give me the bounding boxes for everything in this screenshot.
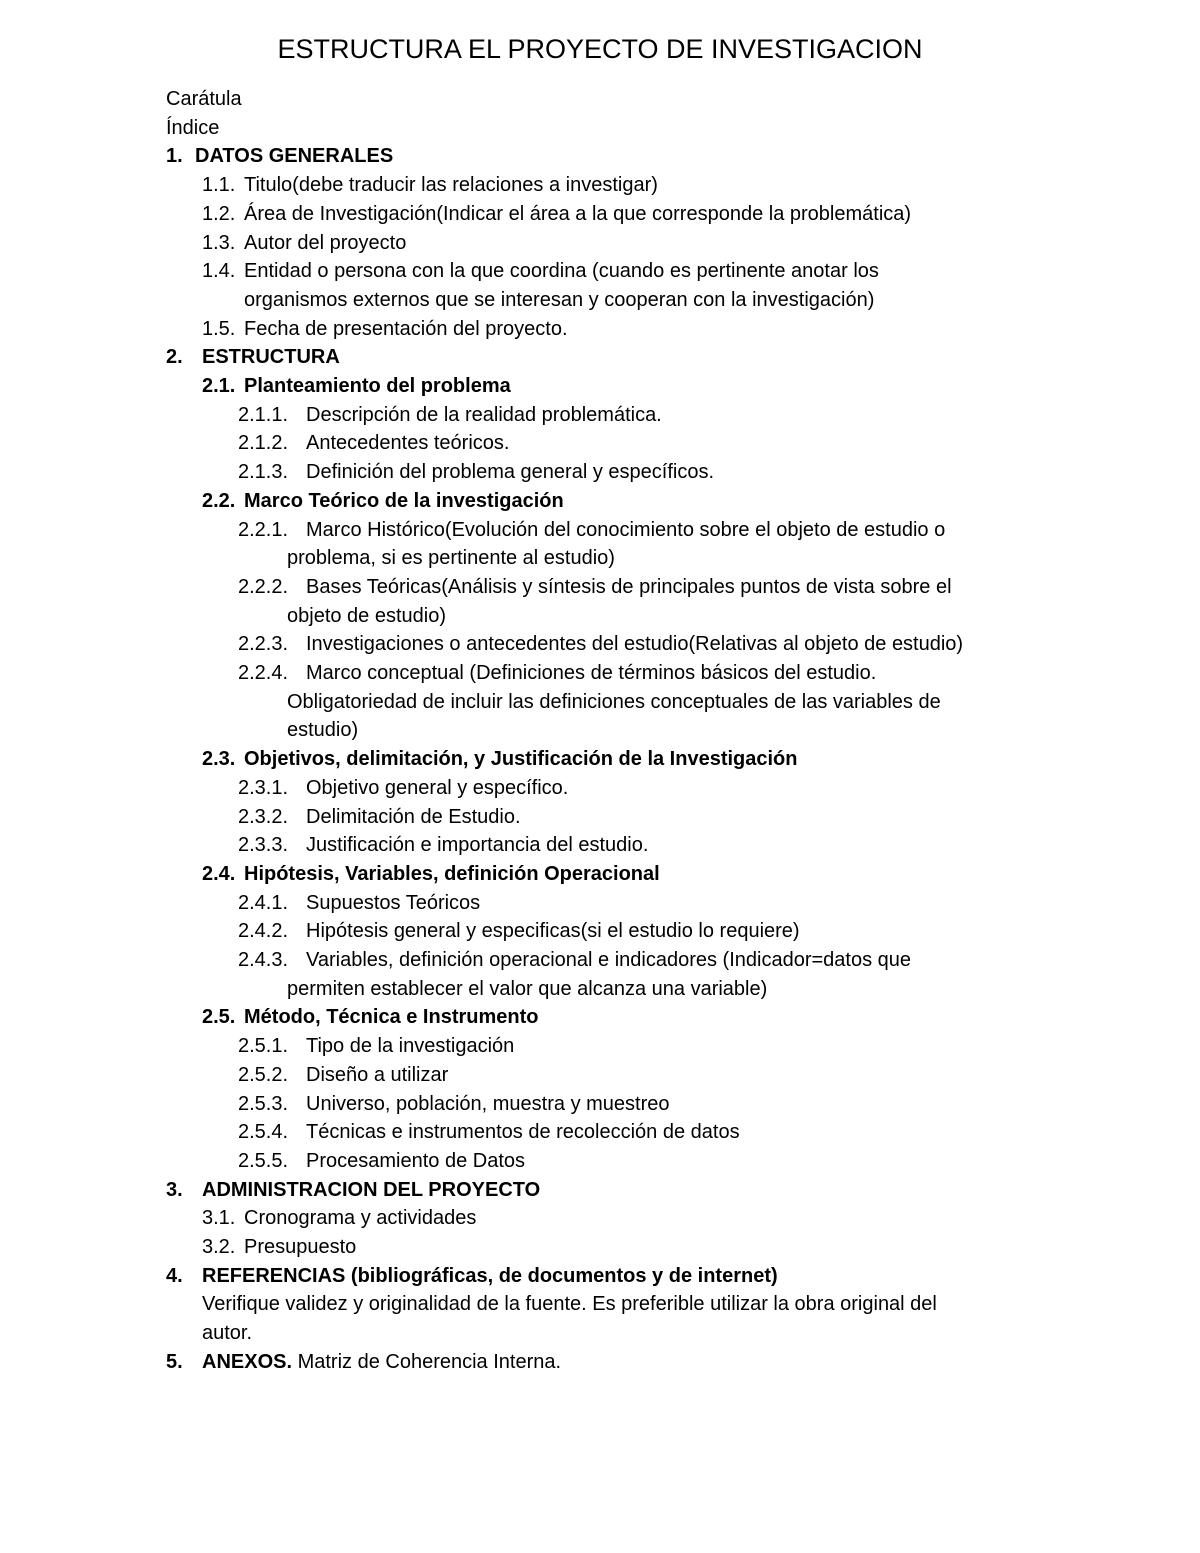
outline-number: 2.5.3. — [238, 1093, 289, 1115]
outline-line — [306, 401, 662, 429]
outline-line — [306, 946, 911, 974]
outline-text: DATOS GENERALES — [195, 145, 394, 167]
outline-line — [287, 688, 941, 716]
outline-number: 2.5.5. — [238, 1150, 289, 1172]
outline-text: Descripción de la realidad problemática. — [306, 404, 662, 426]
outline-text: autor. — [202, 1322, 253, 1344]
outline-number: 2. — [166, 346, 183, 368]
outline-text: Presupuesto — [244, 1236, 357, 1258]
outline-number: 2.1.3. — [238, 461, 289, 483]
outline-text: Cronograma y actividades — [244, 1207, 477, 1229]
outline-line — [306, 1032, 514, 1060]
outline-number: 2.5. — [202, 1006, 236, 1028]
outline-number: 2.3. — [202, 748, 236, 770]
outline-number: 2.3.3. — [238, 834, 289, 856]
outline-number: 2.3.1. — [238, 777, 289, 799]
outline-line — [287, 975, 767, 1003]
outline-line — [287, 544, 615, 572]
outline-text: Variables, definición operacional e indicadores (Indicador=datos que — [306, 949, 912, 971]
outline-text: Entidad o persona con la que coordina (cuando es pertinente anotar los — [244, 260, 879, 282]
outline-text: Autor del proyecto — [244, 232, 407, 254]
document-title: ESTRUCTURA EL PROYECTO DE INVESTIGACION — [277, 34, 923, 64]
outline-number: 1. — [166, 145, 183, 167]
outline-text: Verifique validez y originalidad de la fuente. Es preferible utilizar la obra original del — [202, 1293, 937, 1315]
outline-line — [202, 1319, 252, 1347]
outline-line — [306, 516, 945, 544]
outline-line — [306, 1118, 740, 1146]
outline-number: 3. — [166, 1179, 183, 1201]
outline-number: 2.2. — [202, 490, 236, 512]
outline-number: 2.4.1. — [238, 892, 289, 914]
outline-number: 2.4.3. — [238, 949, 289, 971]
outline-number: 4. — [166, 1265, 183, 1287]
outline-number: 2.2.1. — [238, 519, 289, 541]
outline-number: 2.1.1. — [238, 404, 289, 426]
outline-text: Procesamiento de Datos — [306, 1150, 526, 1172]
outline-text: Obligatoriedad de incluir las definiciones conceptuales de las variables de — [287, 691, 941, 713]
outline-text: Universo, población, muestra y muestreo — [306, 1093, 670, 1115]
outline-number: 2.5.1. — [238, 1035, 289, 1057]
outline-line — [306, 1147, 525, 1175]
outline-text: REFERENCIAS (bibliográficas, de documentos y de internet) — [202, 1265, 778, 1287]
outline-line — [306, 889, 480, 917]
outline-line — [202, 343, 340, 371]
outline-text: Bases Teóricas(Análisis y síntesis de principales puntos de vista sobre el — [306, 576, 952, 598]
outline-line — [306, 831, 648, 859]
outline-number: 2.4.2. — [238, 920, 289, 942]
outline-line — [244, 487, 564, 515]
outline-line — [287, 602, 446, 630]
outline-text: objeto de estudio) — [287, 605, 447, 627]
outline-text: Objetivo general y específico. — [306, 777, 569, 799]
outline-line — [306, 803, 521, 831]
outline-text: ESTRUCTURA — [202, 346, 340, 368]
outline-line — [244, 315, 568, 343]
outline-number: 2.2.4. — [238, 662, 289, 684]
outline-line — [244, 745, 798, 773]
outline-number: 2.1. — [202, 375, 236, 397]
outline-text: Diseño a utilizar — [306, 1064, 449, 1086]
outline-text: Marco Histórico(Evolución del conocimiento sobre el objeto de estudio o — [306, 519, 946, 541]
outline-text-tail: Matriz de Coherencia Interna. — [292, 1351, 562, 1373]
outline-line — [306, 917, 800, 945]
outline-text: Planteamiento del problema — [244, 375, 511, 397]
outline-line — [306, 659, 876, 687]
outline-text: Área de Investigación(Indicar el área a la que corresponde la problemática) — [244, 203, 912, 225]
outline-line — [244, 171, 658, 199]
outline-text: organismos externos que se interesan y cooperan con la investigación) — [244, 289, 875, 311]
outline-text: Investigaciones o antecedentes del estudio(Relativas al objeto de estudio) — [306, 633, 964, 655]
outline-line — [166, 85, 242, 113]
outline-line — [202, 1348, 561, 1376]
outline-line — [202, 1290, 937, 1318]
outline-number: 2.3.2. — [238, 806, 289, 828]
outline-line — [202, 1176, 540, 1204]
outline-number: 2.2.3. — [238, 633, 289, 655]
outline-text: Justificación e importancia del estudio. — [306, 834, 649, 856]
outline-text: Marco Teórico de la investigación — [244, 490, 564, 512]
outline-line — [202, 1262, 778, 1290]
outline-line — [306, 573, 952, 601]
outline-text: estudio) — [287, 719, 359, 741]
outline-number: 1.1. — [202, 174, 236, 196]
outline-number: 3.2. — [202, 1236, 236, 1258]
outline-line — [244, 286, 874, 314]
outline-line — [244, 200, 911, 228]
outline-text: Fecha de presentación del proyecto. — [244, 318, 568, 340]
outline-line — [306, 429, 509, 457]
outline-line — [244, 1204, 476, 1232]
outline-text: Tipo de la investigación — [306, 1035, 515, 1057]
outline-number: 2.2.2. — [238, 576, 289, 598]
outline-number: 1.4. — [202, 260, 236, 282]
outline-line — [306, 1090, 670, 1118]
outline-text: Hipótesis general y especificas(si el estudio lo requiere) — [306, 920, 800, 942]
outline-line — [244, 257, 879, 285]
outline-line — [195, 142, 393, 170]
outline-line — [244, 1233, 356, 1261]
outline-text: Carátula — [166, 88, 242, 110]
outline-number: 2.5.2. — [238, 1064, 289, 1086]
outline-line — [287, 716, 358, 744]
outline-number: 2.1.2. — [238, 432, 289, 454]
outline-number: 1.5. — [202, 318, 236, 340]
outline-text: Antecedentes teóricos. — [306, 432, 510, 454]
outline-text: permiten establecer el valor que alcanza una variable) — [287, 978, 768, 1000]
outline-number: 2.4. — [202, 863, 236, 885]
outline-text: Hipótesis, Variables, definición Operacional — [244, 863, 660, 885]
outline-line — [306, 774, 568, 802]
outline-text: Supuestos Teóricos — [306, 892, 481, 914]
outline-text: Definición del problema general y específicos. — [306, 461, 714, 483]
outline-number: 1.2. — [202, 203, 236, 225]
outline-text: Marco conceptual (Definiciones de términos básicos del estudio. — [306, 662, 877, 684]
outline-line — [244, 372, 511, 400]
outline-text: Índice — [166, 117, 220, 139]
outline-line — [306, 630, 963, 658]
outline-text: ADMINISTRACION DEL PROYECTO — [202, 1179, 541, 1201]
outline-number: 2.5.4. — [238, 1121, 289, 1143]
outline-number: 3.1. — [202, 1207, 236, 1229]
outline-text: Técnicas e instrumentos de recolección de datos — [306, 1121, 740, 1143]
outline-text: Titulo(debe traducir las relaciones a investigar) — [244, 174, 658, 196]
outline-text: Delimitación de Estudio. — [306, 806, 521, 828]
outline-line — [244, 229, 406, 257]
outline-line — [244, 860, 660, 888]
outline-text: Objetivos, delimitación, y Justificación de la Investigación — [244, 748, 798, 770]
outline-text: ANEXOS. — [202, 1351, 293, 1373]
outline-number: 5. — [166, 1351, 183, 1373]
outline-line — [166, 114, 219, 142]
outline-text: problema, si es pertinente al estudio) — [287, 547, 615, 569]
outline-line — [306, 1061, 448, 1089]
outline-line — [306, 458, 714, 486]
outline-number: 1.3. — [202, 232, 236, 254]
outline-text: Método, Técnica e Instrumento — [244, 1006, 539, 1028]
outline-line — [244, 1003, 538, 1031]
